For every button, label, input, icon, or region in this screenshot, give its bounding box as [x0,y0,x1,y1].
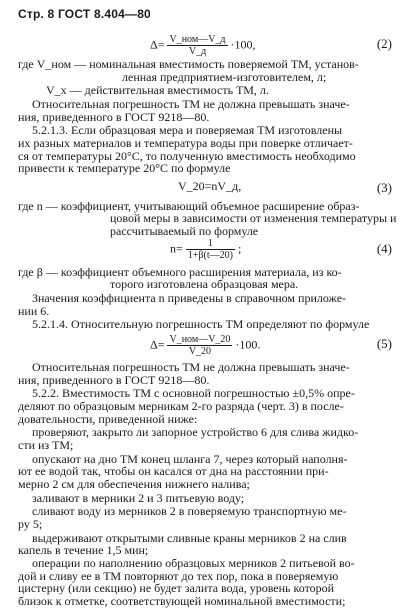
eq2-numerator: V_ном—V_д [169,34,226,46]
step4-line2: ру 5; [18,516,43,531]
step1-line2: сти из ТМ; [18,437,74,452]
para2-line3: ся от температуры 20°С, то полученную вместимость необходимо [18,148,356,163]
eq5-fraction [167,334,232,357]
step3: заливают в мерники 2 и 3 питьевую воду; [32,490,245,505]
eq4-rhs: ; [237,240,242,255]
step1-line1: проверяют, закрыто ли запорное устройство 6 для слива жидко- [32,425,359,440]
eq2-fraction [167,34,227,57]
step2-line1: опускают на дно ТМ конец шланга 7, через который наполня- [32,451,348,466]
step6-line2: дой и сливу ее в ТМ повторяют до тех пор, пока в поверяемую [18,568,339,583]
equation-2 [150,34,256,57]
step5-line2: капель в течение 1,5 мин; [18,543,149,558]
para1-line2: ния, приведенного в ГОСТ 9218—80. [18,109,210,124]
def-beta-line2: торого изготовлена образцовая мера. [110,277,299,292]
def-vx: V_x — действительная вместимость ТМ, л. [46,83,269,98]
eq3-number: (3) [376,179,392,195]
eq4-number: (4) [376,241,392,257]
step2-line3: мерно 2 см для обеспечения нижнего налива; [18,476,250,491]
step5-line1: выдерживают открытыми сливные краны мерников 2 на слив [32,530,347,545]
def-n-line3: рассчитываемый по формуле [110,223,259,238]
para1-line1: Относительная погрешность ТМ не должна превышать значе- [32,96,350,111]
para3-line2: нии 6. [18,303,50,318]
eq4-denominator: 1+β(t—20) [187,249,233,261]
eq5-numerator: V_ном—V_20 [169,333,231,345]
para3-line1: Значения коэффициента n приведены в справочном приложе- [32,291,347,306]
eq5-number: (5) [376,335,392,351]
def-n-line2: цовой меры в зависимости от изменения температуры и [110,211,397,226]
eq5-lhs: Δ= [150,337,165,352]
eq2-denominator: V_д [188,46,207,58]
step6-line1: операции по наполнению образцовых мерников 2 питьевой во- [32,555,355,570]
para2-line1: 5.2.1.3. Если образцовая мера и поверяемая ТМ изготовлены [32,123,343,138]
eq4-lhs: n= [170,240,183,255]
para2-line4: привести к температуре 20°С по формуле [18,161,231,176]
para6-line1: 5.2.2. Вместимость ТМ с основной погрешностью ±0,5% опре- [32,386,355,401]
para5-line2: ния, приведенного в ГОСТ 9218—80. [18,372,210,387]
para6-line2: деляют по образцовым мерникам 2-го разряда (черт. 3) в после- [18,398,344,413]
para6-line3: довательности, приведенной ниже: [18,411,198,426]
equation-5 [150,334,260,357]
step6-line4: близок к отметке, соответствующей номинальной вместимости; [18,594,346,608]
step4-line1: сливают воду из мерников 2 в поверяемую транспортную ме- [32,504,347,519]
step6-line3: цистерну (или секцию) не будет залита вода, уровень которой [18,581,335,596]
eq4-numerator: 1 [186,238,235,250]
def-vnom-line1: где V_ном — номинальная вместимость поверяемой ТМ, установ- [18,57,359,72]
eq2-lhs: Δ= [150,37,165,52]
para5-line1: Относительная погрешность ТМ не должна превышать значе- [32,359,350,374]
eq5-denominator: V_20 [188,345,212,357]
eq5-rhs: ·100. [235,337,261,352]
def-vnom-line2: ленная предприятием-изготовителем, л; [122,69,327,84]
para4-line1: 5.2.1.4. Относительную погрешность ТМ определяют по формуле [32,317,370,332]
eq2-rhs: ·100, [230,37,256,52]
step2-line2: ют ее водой так, чтобы он касался от дна на расстоянии при- [18,464,329,479]
eq2-number: (2) [376,36,392,52]
equation-4 [170,238,241,261]
page-header: Стр. 8 ГОСТ 8.404—80 [18,7,151,22]
def-beta-line1: где β — коэффициент объемного расширения материала, из ко- [18,264,342,279]
def-n-line1: где n — коэффициент, учитывающий объемное расширение образ- [18,198,360,213]
eq4-fraction [186,238,235,261]
para2-line2: их разных материалов и температура воды при поверке отличает- [18,135,353,150]
equation-3: V_20=nV_д, [178,178,242,193]
